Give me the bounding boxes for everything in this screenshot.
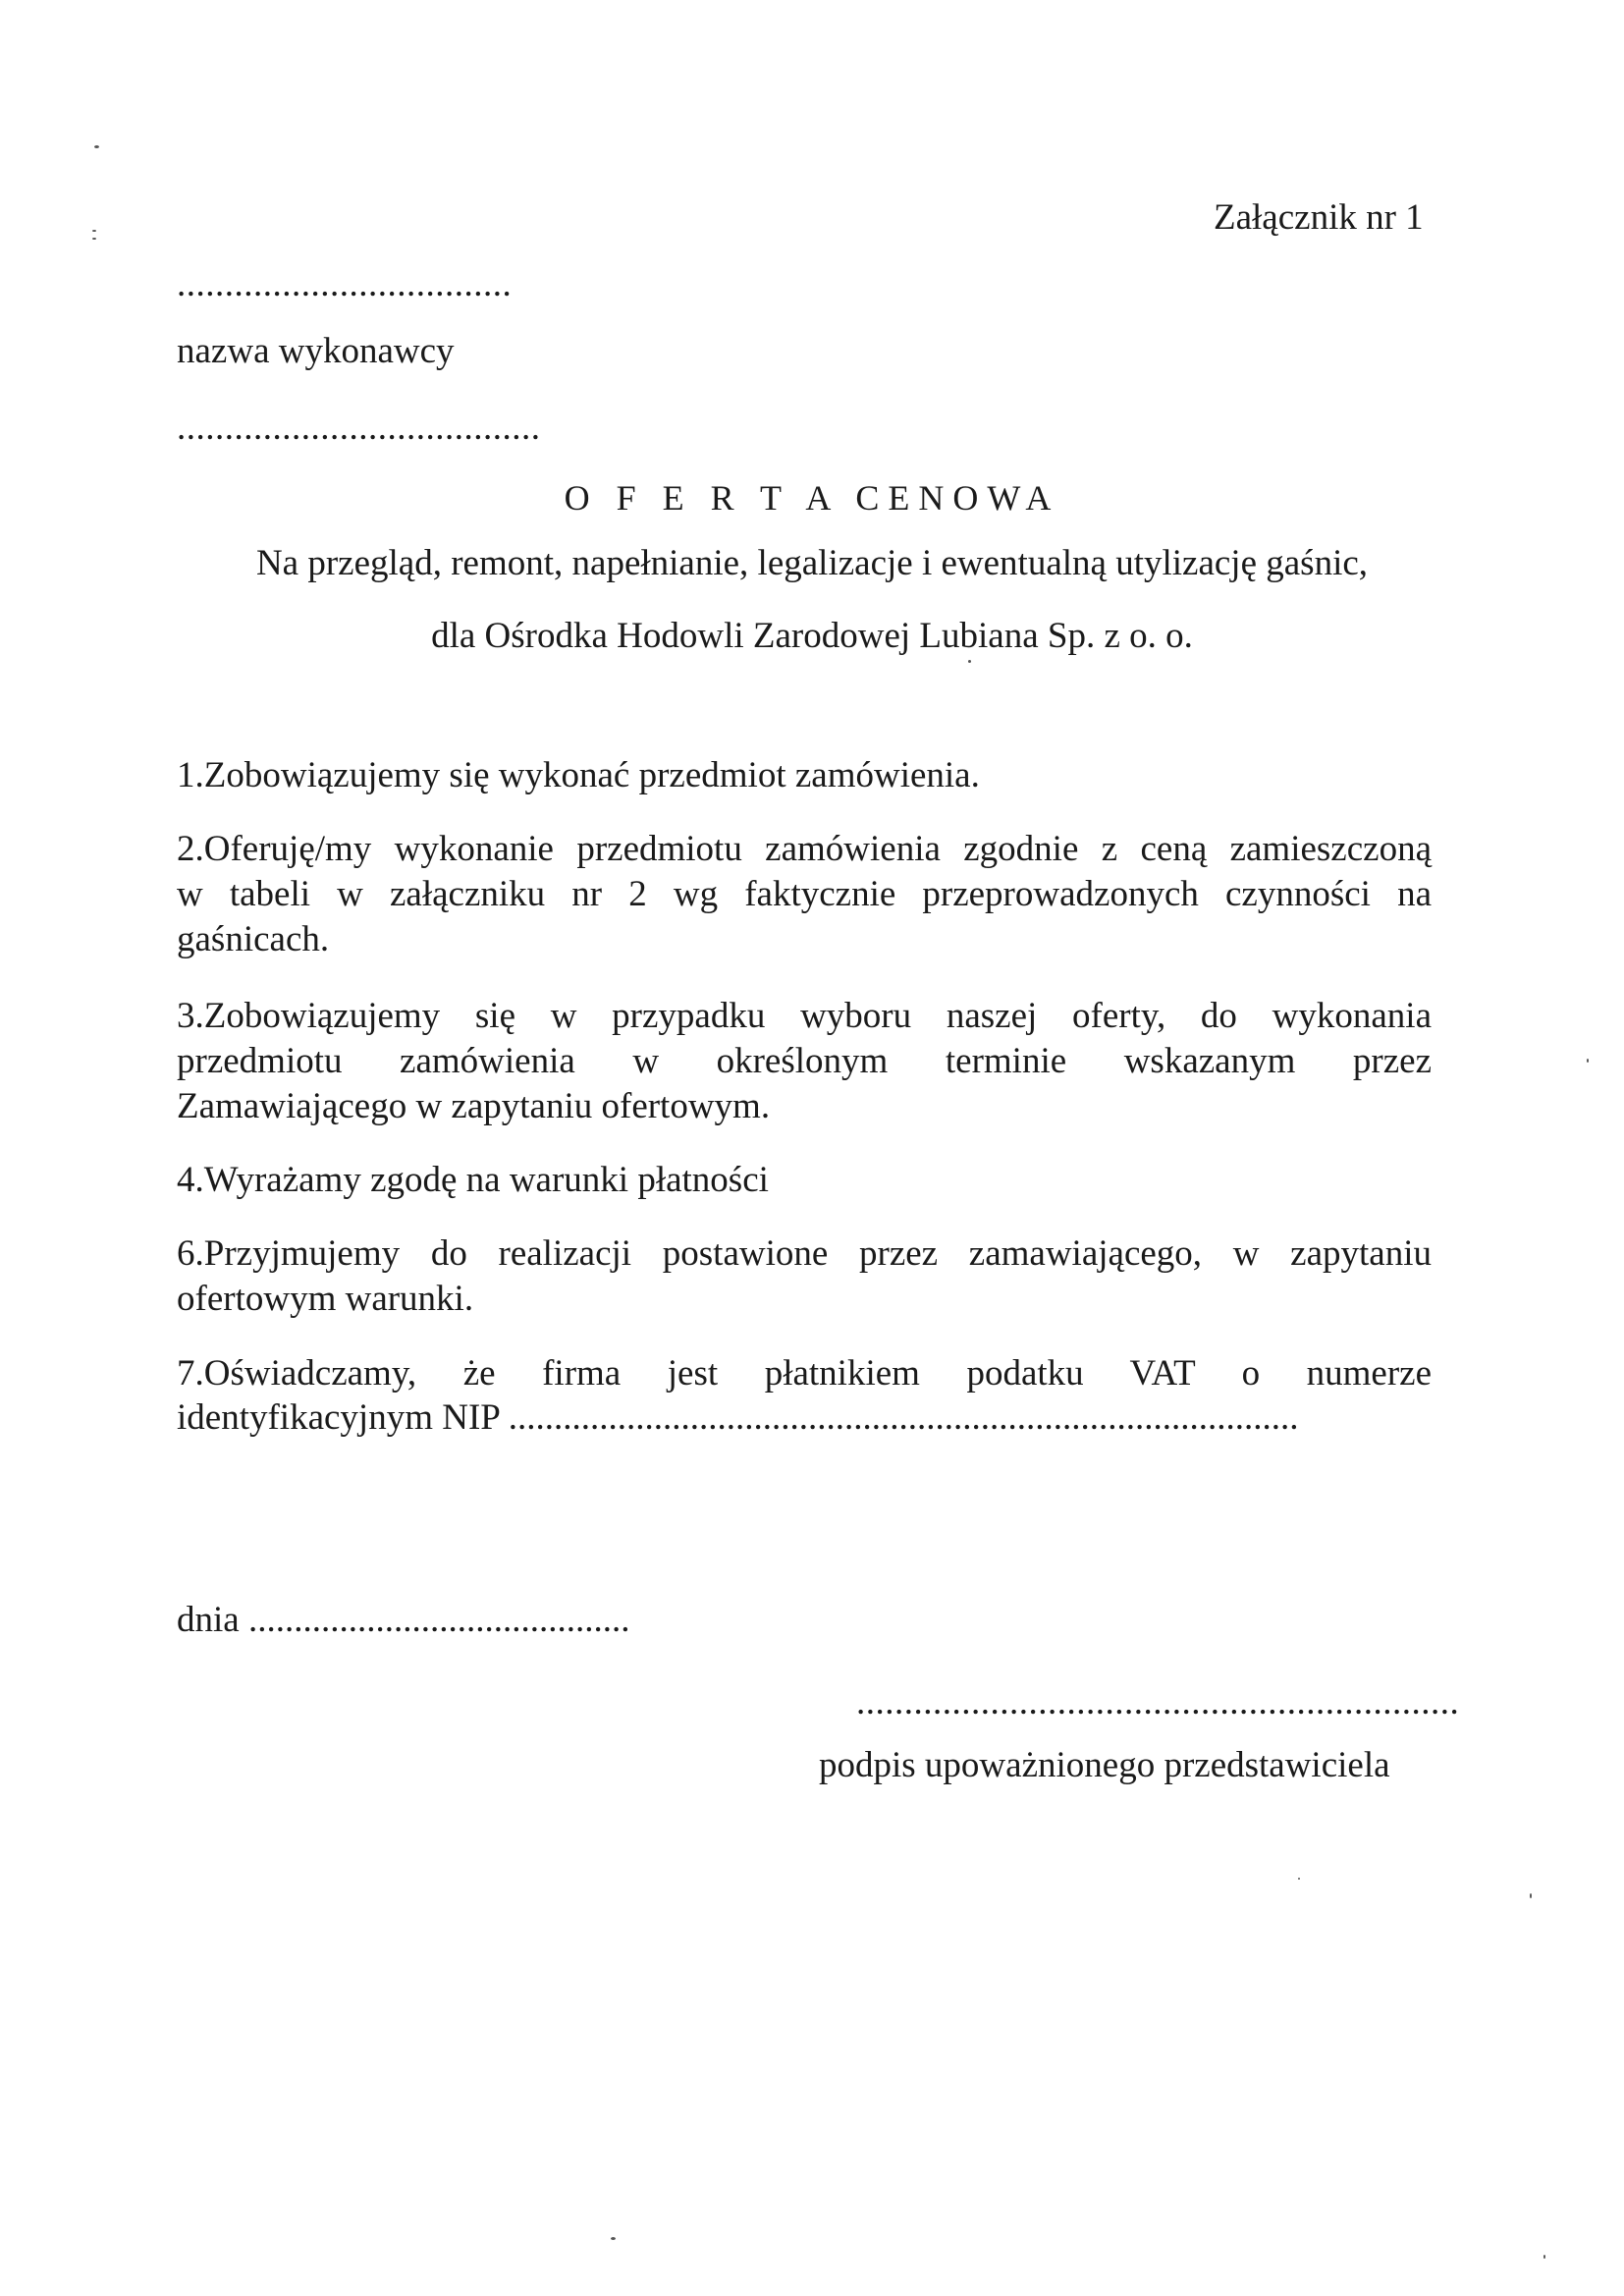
item-3-line-2: przedmiotu zamówienia w określonym terminie wskazanym przez (177, 1041, 1432, 1081)
item-2-line-2: w tabeli w załączniku nr 2 wg faktycznie przeprowadzonych czynności na (177, 874, 1432, 914)
signature-label: podpis upoważnionego przedstawiciela (819, 1745, 1390, 1785)
scan-speck (1543, 2255, 1545, 2259)
item-2-line-3: gaśnicach. (177, 919, 330, 959)
item-7-line-2: identyfikacyjnym NIP ....................................................................................... (177, 1397, 1299, 1438)
item-6-line-2: ofertowym warunki. (177, 1279, 474, 1319)
document-title: O F E R T A CENOWA (564, 478, 1060, 518)
item-4: 4.Wyrażamy zgodę na warunki płatności (177, 1160, 769, 1200)
date-line: dnia .......................................... (177, 1600, 630, 1640)
item-3-line-3: Zamawiającego w zapytaniu ofertowym. (177, 1086, 771, 1126)
scan-speck (1587, 1059, 1589, 1063)
annex-label: Załącznik nr 1 (1214, 197, 1424, 238)
item-2-line-1: 2.Oferuję/my wykonanie przedmiotu zamówienia zgodnie z ceną zamieszczoną (177, 829, 1432, 869)
signature-dots: ............................................................... (856, 1682, 1460, 1722)
item-6-line-1: 6.Przyjmujemy do realizacji postawione przez zamawiającego, w zapytaniu (177, 1233, 1432, 1274)
contractor-name-label: nazwa wykonawcy (177, 331, 455, 371)
contractor-dots-bottom: ...................................... (177, 408, 541, 448)
scan-speck (611, 2237, 616, 2240)
scan-speck (92, 230, 96, 232)
scan-speck (94, 145, 99, 148)
scan-speck (968, 660, 971, 663)
document-subtitle-line2: dla Ośrodka Hodowli Zarodowej Lubiana Sp. z o. o. (431, 616, 1193, 656)
document-subtitle-line1: Na przegląd, remont, napełnianie, legalizacje i ewentualną utylizację gaśnic, (255, 543, 1369, 583)
contractor-dots-top: ................................... (177, 264, 513, 304)
item-1: 1.Zobowiązujemy się wykonać przedmiot zamówienia. (177, 755, 980, 795)
item-3-line-1: 3.Zobowiązujemy się w przypadku wyboru naszej oferty, do wykonania (177, 996, 1432, 1036)
scan-speck (1530, 1893, 1532, 1898)
scan-speck (92, 238, 96, 240)
scan-speck (1298, 1878, 1300, 1880)
item-7-line-1: 7.Oświadczamy, że firma jest płatnikiem podatku VAT o numerze (177, 1353, 1432, 1394)
